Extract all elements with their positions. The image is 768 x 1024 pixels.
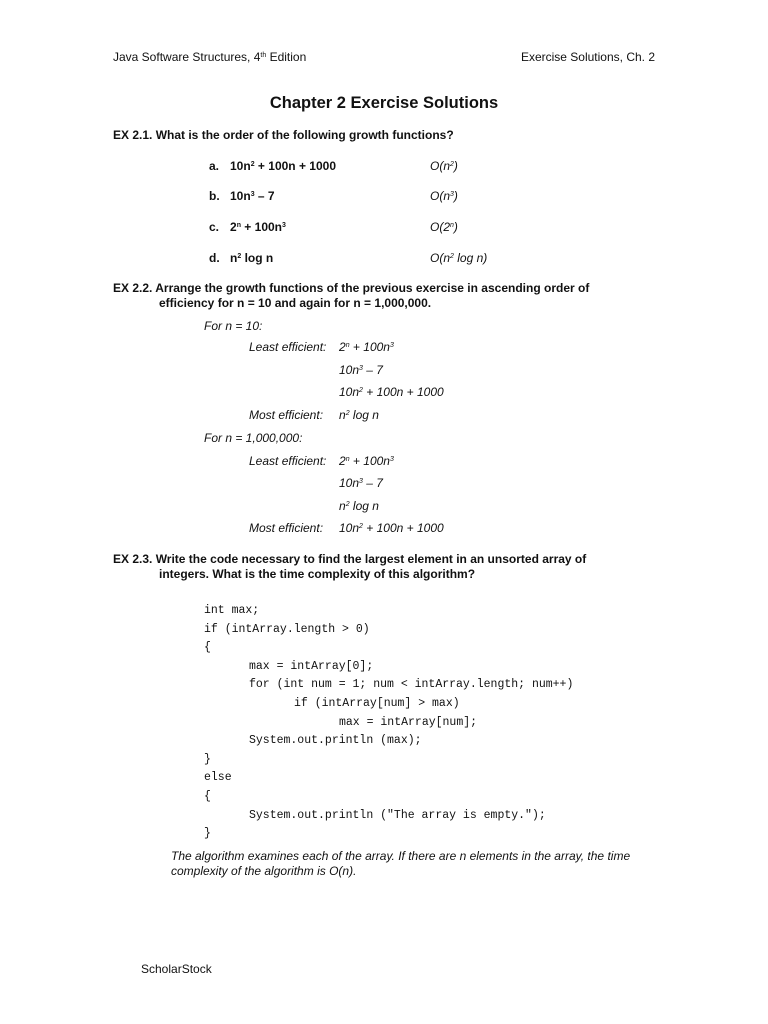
big-o-order bbox=[430, 252, 487, 266]
exercise-2-3-question-line2: integers. What is the time complexity of this algorithm? bbox=[159, 567, 476, 581]
most-efficient-label: Most efficient: bbox=[249, 408, 324, 422]
case-heading: For n = 10: bbox=[204, 319, 263, 333]
exponent: 3 bbox=[359, 478, 363, 485]
term: O(n bbox=[430, 251, 451, 265]
term: 2 bbox=[339, 454, 346, 468]
code-line: if (intArray[num] > max) bbox=[294, 697, 460, 710]
exponent: 3 bbox=[282, 222, 286, 229]
exercise-2-2-question-line2: efficiency for n = 10 and again for n = 1,000,000. bbox=[159, 296, 432, 310]
term: O(n bbox=[430, 189, 451, 203]
least-efficient-label: Least efficient: bbox=[249, 340, 327, 354]
ranked-function bbox=[339, 341, 394, 355]
exponent: 2 bbox=[250, 161, 255, 168]
term: log n bbox=[349, 499, 379, 513]
ranked-function bbox=[339, 386, 444, 400]
ranked-function bbox=[339, 522, 444, 536]
term: ) bbox=[453, 189, 458, 203]
code-line: System.out.println ("The array is empty."); bbox=[249, 808, 546, 822]
item-label: c. bbox=[209, 220, 220, 234]
code-line: if (intArray.length > 0) bbox=[204, 622, 370, 636]
growth-function bbox=[230, 190, 275, 204]
ranked-function bbox=[339, 409, 379, 423]
big-o-order bbox=[430, 190, 458, 204]
code-line: { bbox=[204, 641, 211, 655]
page-title: Chapter 2 Exercise Solutions bbox=[269, 94, 499, 112]
term: – 7 bbox=[362, 476, 383, 490]
term: – 7 bbox=[362, 363, 383, 377]
exponent: 2 bbox=[450, 161, 454, 168]
exponent: 2 bbox=[450, 253, 454, 260]
term: ) bbox=[453, 220, 458, 234]
term: 2 bbox=[339, 340, 346, 354]
term: 10n bbox=[230, 189, 251, 203]
item-label: d. bbox=[209, 251, 220, 265]
term: log n) bbox=[453, 251, 488, 265]
exponent: n bbox=[345, 456, 350, 463]
term: ) bbox=[453, 159, 458, 173]
term: + 100n bbox=[349, 454, 390, 468]
exponent: n bbox=[450, 222, 454, 229]
exponent: 3 bbox=[389, 456, 394, 463]
code-line: max = intArray[0]; bbox=[249, 659, 374, 673]
term: + 100n + 1000 bbox=[362, 521, 444, 535]
growth-function bbox=[230, 221, 286, 235]
footer-brand: ScholarStock bbox=[141, 962, 212, 976]
case-heading: For n = 1,000,000: bbox=[204, 431, 303, 445]
header-text-edition: Edition bbox=[266, 50, 307, 64]
item-label: a. bbox=[209, 159, 220, 173]
term: n bbox=[339, 408, 346, 422]
term: O(2 bbox=[430, 220, 451, 234]
exponent: 2 bbox=[345, 501, 350, 508]
exponent: 3 bbox=[359, 365, 363, 372]
exponent: 2 bbox=[345, 410, 350, 417]
header-superscript: th bbox=[260, 52, 267, 59]
code-line: } bbox=[204, 827, 211, 841]
item-label: b. bbox=[209, 189, 220, 203]
term: 10n bbox=[339, 476, 360, 490]
exponent: 2 bbox=[359, 523, 363, 530]
code-line: for (int num = 1; num < intArray.length; num++) bbox=[249, 678, 574, 692]
exponent: 2 bbox=[359, 387, 363, 394]
exponent: 2 bbox=[237, 253, 242, 260]
ranked-function bbox=[339, 455, 394, 469]
ranked-function bbox=[339, 477, 383, 491]
exercise-2-3-answer-line2: complexity of the algorithm is O(n). bbox=[171, 864, 357, 878]
least-efficient-label: Least efficient: bbox=[249, 454, 327, 468]
ranked-function bbox=[339, 500, 379, 514]
code-line: else bbox=[204, 771, 232, 785]
term: + 100n + 1000 bbox=[254, 159, 336, 173]
term: 10n bbox=[230, 159, 251, 173]
header-text: Java Software Structures, 4 bbox=[113, 50, 261, 64]
term: + 100n + 1000 bbox=[362, 385, 444, 399]
most-efficient-label: Most efficient: bbox=[249, 521, 324, 535]
growth-function bbox=[230, 252, 273, 266]
code-line: System.out.println (max); bbox=[249, 734, 422, 748]
term: log n bbox=[349, 408, 379, 422]
term: 2 bbox=[230, 220, 237, 234]
term: log n bbox=[241, 251, 274, 265]
code-line: } bbox=[204, 752, 211, 766]
exercise-2-1-question: EX 2.1. What is the order of the following growth functions? bbox=[113, 128, 454, 142]
exponent: 3 bbox=[250, 191, 255, 198]
growth-function bbox=[230, 160, 336, 174]
exponent: n bbox=[236, 222, 241, 229]
code-line: { bbox=[204, 790, 211, 803]
term: 10n bbox=[339, 521, 360, 535]
term: n bbox=[230, 251, 238, 265]
exponent: n bbox=[345, 342, 350, 349]
term: – 7 bbox=[254, 189, 275, 203]
big-o-order bbox=[430, 160, 458, 174]
term: 10n bbox=[339, 363, 360, 377]
term: + 100n bbox=[240, 220, 282, 234]
term: n bbox=[339, 499, 346, 513]
exercise-2-3-question-line1: EX 2.3. Write the code necessary to find the largest element in an unsorted array of bbox=[113, 552, 587, 566]
exercise-2-2-question-line1: EX 2.2. Arrange the growth functions of the previous exercise in ascending order of bbox=[113, 281, 590, 295]
code-line: int max; bbox=[204, 604, 260, 617]
running-header-left bbox=[113, 51, 306, 65]
running-header-right: Exercise Solutions, Ch. 2 bbox=[520, 50, 655, 64]
big-o-order bbox=[430, 221, 458, 235]
term: O(n bbox=[430, 159, 451, 173]
code-line: max = intArray[num]; bbox=[339, 715, 478, 729]
ranked-function bbox=[339, 364, 383, 378]
exponent: 3 bbox=[389, 342, 394, 349]
term: 10n bbox=[339, 385, 360, 399]
exercise-2-3-answer-line1: The algorithm examines each of the array. If there are n elements in the array, the time bbox=[171, 849, 631, 863]
term: + 100n bbox=[349, 340, 390, 354]
exponent: 3 bbox=[450, 191, 454, 198]
